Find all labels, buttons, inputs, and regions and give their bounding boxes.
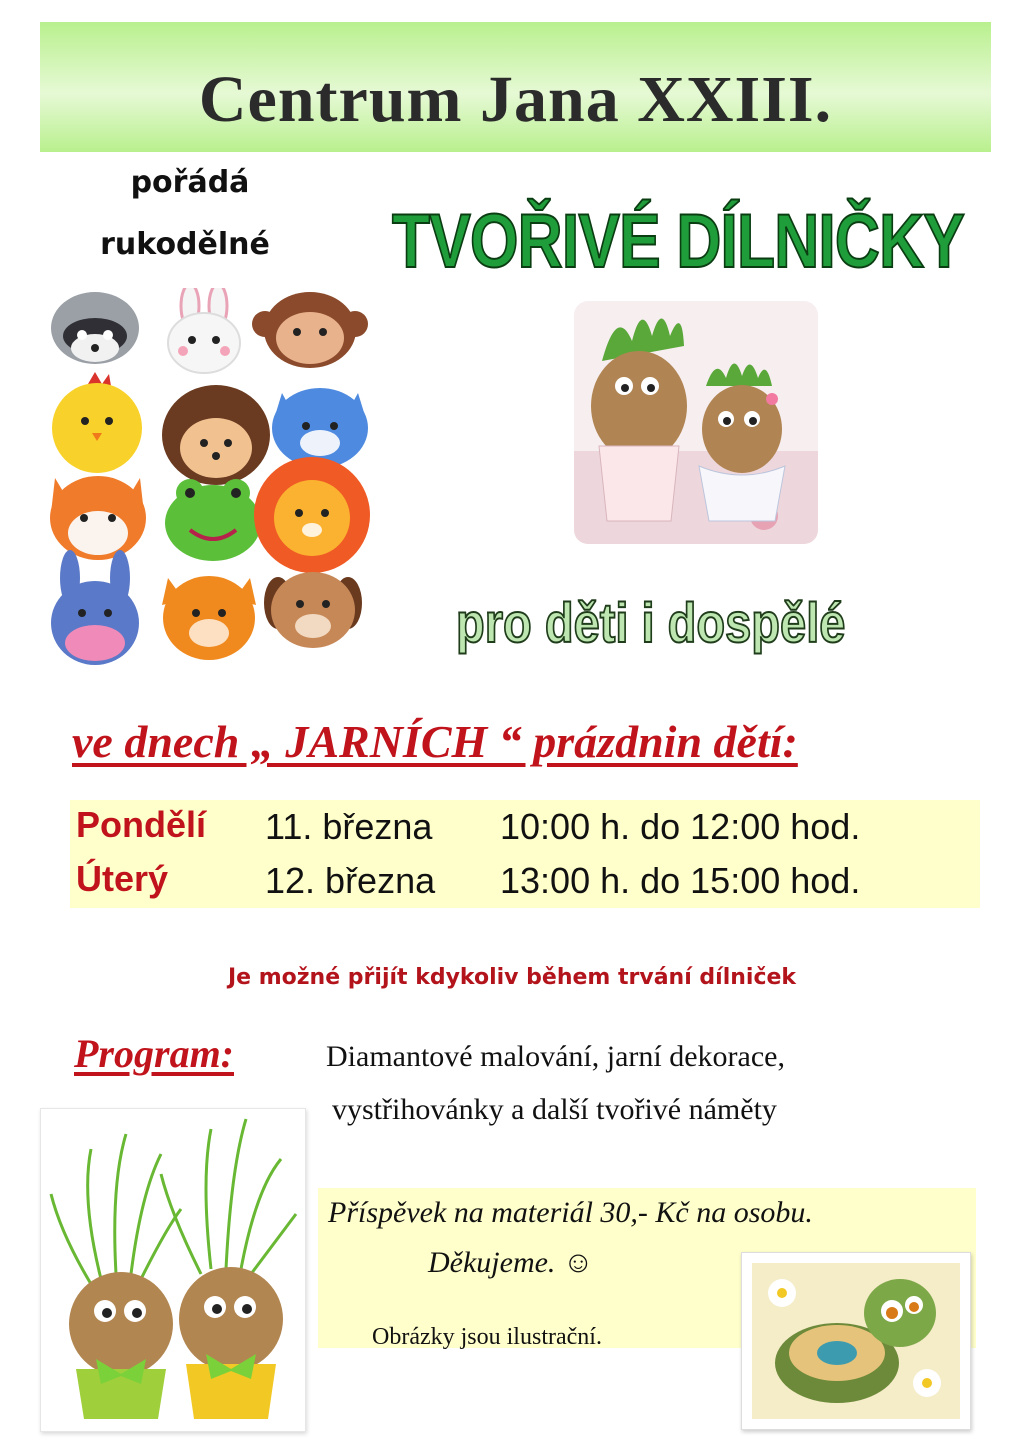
grass-heads-photo-bottom [40, 1108, 306, 1432]
illustration-note: Obrázky jsou ilustrační. [372, 1324, 602, 1350]
program-line-2: vystřihovánky a další tvořivé náměty [332, 1093, 777, 1126]
donkey-icon [51, 550, 139, 665]
lion-icon [254, 457, 370, 573]
period-heading: ve dnech „ JARNÍCH “ prázdnin dětí: [72, 716, 798, 767]
event-title: TVOŘIVÉ DÍLNIČKY [392, 199, 965, 284]
diamond-animals-image [40, 288, 370, 673]
schedule-box [70, 800, 980, 908]
dog-icon [264, 572, 362, 648]
header-banner [40, 22, 991, 152]
turtle-diamond-painting [741, 1252, 971, 1430]
raccoon-icon [51, 292, 139, 364]
event-audience: pro děti i dospělé [456, 591, 846, 654]
fox-icon [50, 476, 146, 560]
intro-line-1: pořádá [130, 165, 250, 200]
squirrel-icon [162, 576, 256, 660]
frog-icon [165, 479, 261, 561]
hedgehog-icon [162, 385, 270, 485]
organizer-title: Centrum Jana XXIII. [198, 63, 833, 136]
schedule-row [70, 800, 980, 854]
schedule-date: 12. března [265, 860, 436, 901]
schedule-time: 13:00 h. do 15:00 hod. [500, 860, 861, 901]
chick-icon [52, 372, 142, 473]
schedule-day: Pondělí [76, 804, 207, 845]
intro-line-2: rukodělné [100, 227, 270, 262]
program-line-1: Diamantové malování, jarní dekorace, [326, 1040, 785, 1073]
grass-heads-photo-top [574, 301, 818, 544]
schedule-time: 10:00 h. do 12:00 hod. [500, 806, 861, 847]
rabbit-icon [168, 288, 240, 373]
attendance-note: Je možné přijít kdykoliv během trvání dílniček [227, 965, 797, 990]
schedule-day: Úterý [76, 858, 169, 899]
fee-line-1: Příspěvek na materiál 30,- Kč na osobu. [328, 1196, 813, 1229]
schedule-date: 11. března [265, 806, 433, 847]
schedule-row [70, 854, 980, 908]
fee-line-2: Děkujeme. ☺ [428, 1246, 594, 1279]
monkey-icon [252, 292, 368, 368]
cat-icon [272, 388, 368, 468]
program-label: Program: [74, 1031, 234, 1076]
